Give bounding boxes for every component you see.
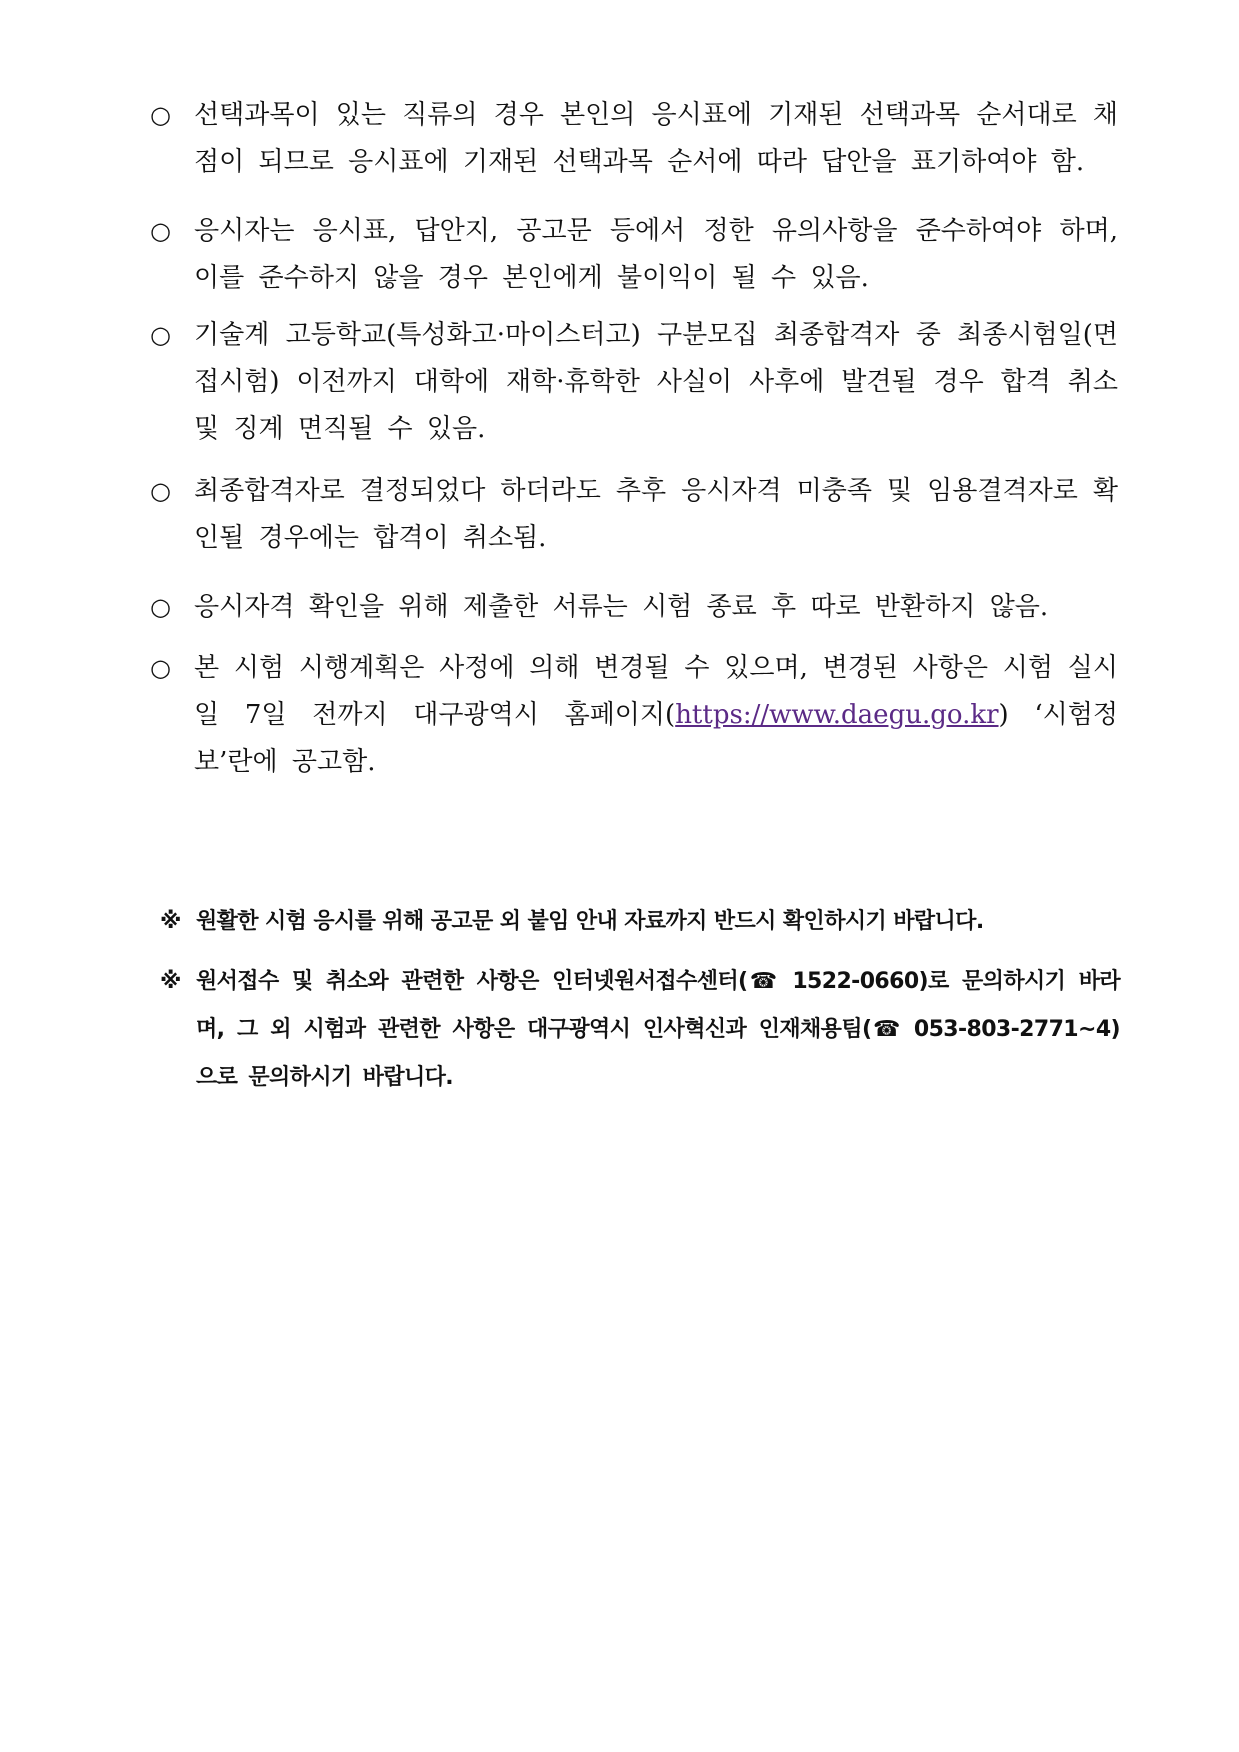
bullet-item-precautions <box>150 208 1118 302</box>
bullet-item-technical-high-school <box>150 312 1118 453</box>
bullet-item-documents-not-returned <box>150 584 1118 631</box>
circle-bullet-icon: ○ <box>150 217 171 245</box>
bullet-item-schedule-changes <box>150 645 1118 786</box>
bullet-text-after-link: ) ‘시험정보’란에 공고함. <box>194 700 1118 777</box>
notice-bullet-list <box>150 92 1118 786</box>
circle-bullet-icon: ○ <box>150 593 171 621</box>
remark-check-attachments <box>160 898 1120 946</box>
daegu-homepage-link[interactable]: https://www.daegu.go.kr <box>675 700 999 730</box>
reference-mark-icon: ※ <box>160 969 181 994</box>
remark-text: 원서접수 및 취소와 관련한 사항은 인터넷원서접수센터(☎ 1522-0660)로 문의하시기 바라며, 그 외 시험과 관련한 사항은 대구광역시 인사혁신과 인재채용팀(☎ 053-803-2771~4)으로 문의하시기 바랍니다. <box>196 969 1120 1090</box>
bullet-text: 선택과목이 있는 직류의 경우 본인의 응시표에 기재된 선택과목 순서대로 채점이 되므로 응시표에 기재된 선택과목 순서에 따라 답안을 표기하여야 함. <box>194 100 1118 177</box>
bullet-item-disqualification <box>150 468 1118 562</box>
reference-mark-icon: ※ <box>160 909 181 934</box>
bullet-text: 최종합격자로 결정되었다 하더라도 추후 응시자격 미충족 및 임용결격자로 확인될 경우에는 합격이 취소됨. <box>194 476 1118 553</box>
circle-bullet-icon: ○ <box>150 654 171 682</box>
circle-bullet-icon: ○ <box>150 321 171 349</box>
remark-contact-info <box>160 958 1120 1102</box>
circle-bullet-icon: ○ <box>150 101 171 129</box>
bullet-text: 기술계 고등학교(특성화고·마이스터고) 구분모집 최종합격자 중 최종시험일(면접시험) 이전까지 대학에 재학·휴학한 사실이 사후에 발견될 경우 합격 취소 및 징계 면직될 수 있음. <box>194 320 1118 444</box>
bullet-text-before-link: 본 시험 시행계획은 사정에 의해 변경될 수 있으며, 변경된 사항은 시험 실시일 7일 전까지 대구광역시 홈페이지( <box>194 653 1118 730</box>
bullet-text: 응시자격 확인을 위해 제출한 서류는 시험 종료 후 따로 반환하지 않음. <box>194 592 1049 622</box>
circle-bullet-icon: ○ <box>150 477 171 505</box>
notice-remarks <box>160 898 1120 1102</box>
bullet-item-elective-subjects <box>150 92 1118 186</box>
bullet-text: 응시자는 응시표, 답안지, 공고문 등에서 정한 유의사항을 준수하여야 하며, 이를 준수하지 않을 경우 본인에게 불이익이 될 수 있음. <box>194 216 1118 293</box>
remark-text: 원활한 시험 응시를 위해 공고문 외 붙임 안내 자료까지 반드시 확인하시기 바랍니다. <box>196 909 984 934</box>
